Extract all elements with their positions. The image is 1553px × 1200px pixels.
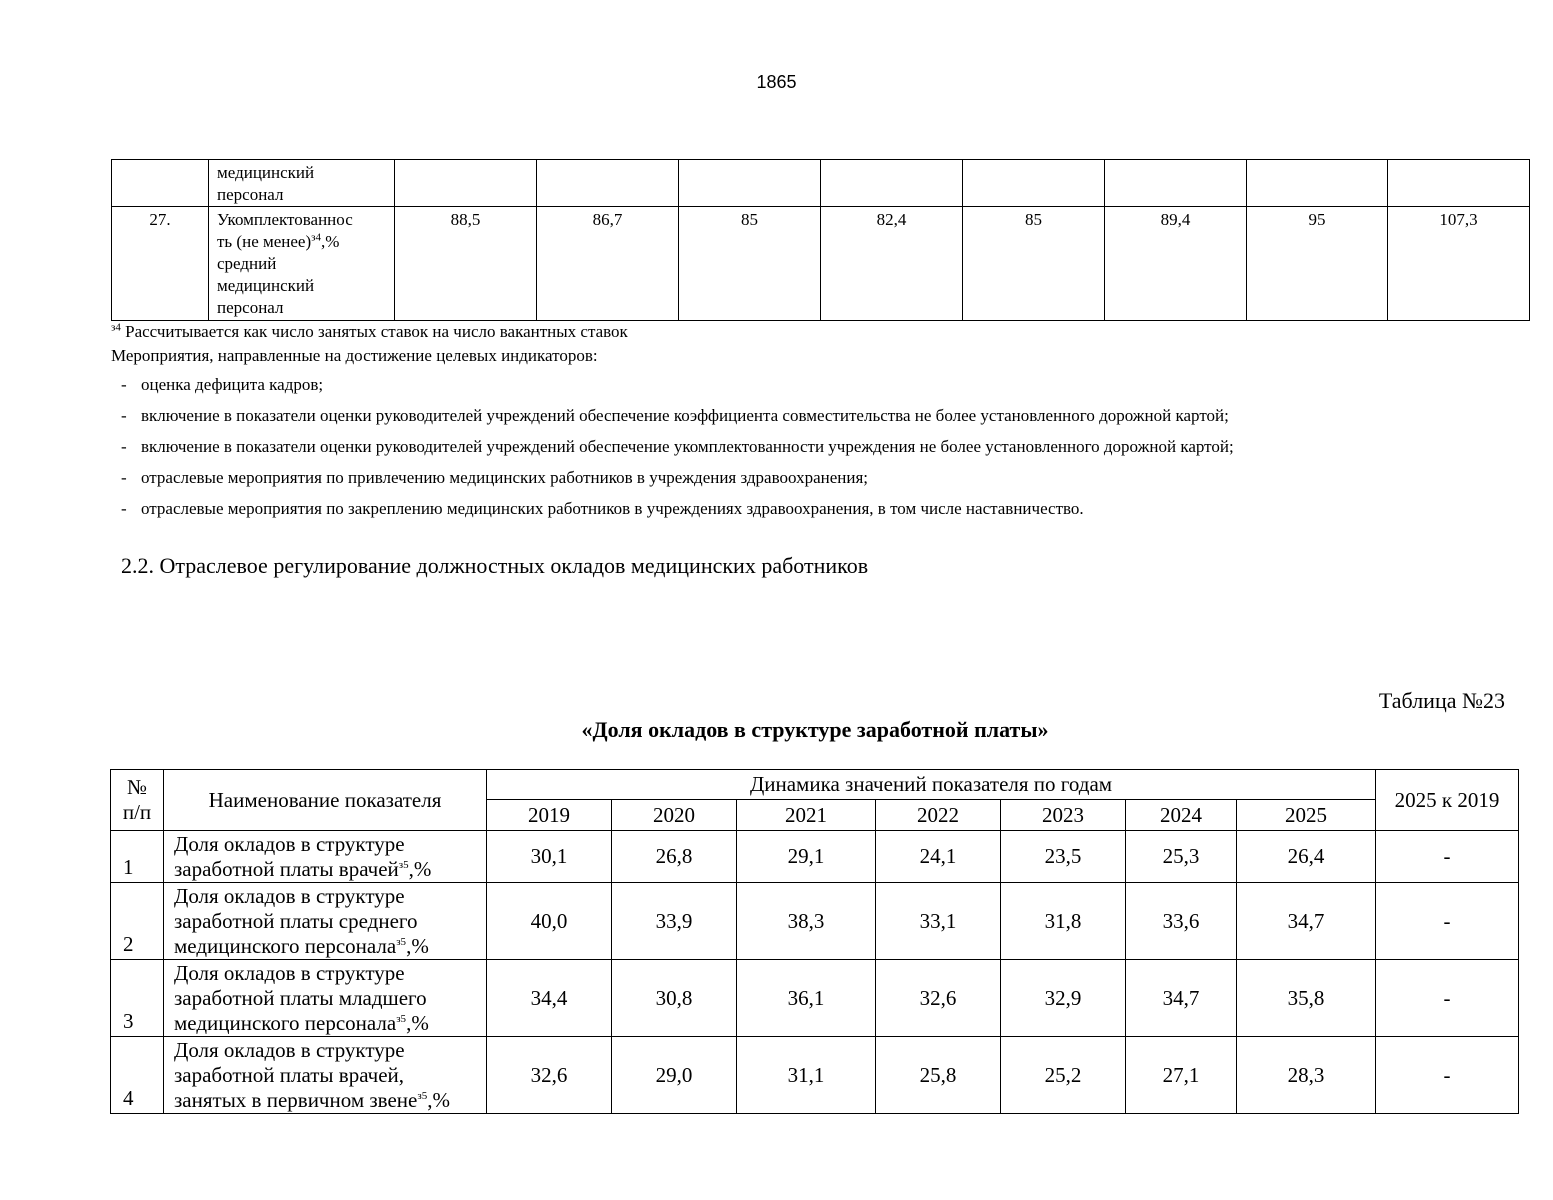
- indicator-name: [209, 160, 395, 207]
- footnote-reference: з5: [398, 859, 409, 871]
- value-cell: 38,3: [737, 883, 876, 960]
- value-cell: 25,2: [1001, 1037, 1126, 1114]
- value-cell: 34,7: [1126, 960, 1237, 1037]
- value-cell: 26,8: [612, 831, 737, 883]
- indicator-name-text: ть (не менее): [217, 232, 312, 251]
- footnote-reference: з4: [311, 231, 321, 244]
- ratio-cell: -: [1376, 960, 1519, 1037]
- indicator-name-text: заработной платы врачей: [174, 857, 399, 881]
- list-item: [121, 498, 1234, 529]
- indicator-name-line: [174, 1011, 482, 1036]
- indicator-name-line: персонал: [217, 298, 284, 317]
- list-item: [121, 374, 1234, 405]
- header-ratio: 2025 к 2019: [1376, 770, 1519, 831]
- row-number: 27.: [112, 207, 209, 321]
- value-cell: 32,6: [487, 1037, 612, 1114]
- value-cell: 28,3: [1237, 1037, 1376, 1114]
- value-cell: 29,1: [737, 831, 876, 883]
- list-dash: -: [121, 499, 127, 518]
- value-cell: 88,5: [395, 207, 537, 321]
- indicator-name: [164, 960, 487, 1037]
- indicator-name-line: средний: [217, 254, 277, 273]
- value-cell: 30,1: [487, 831, 612, 883]
- indicator-name-line: Доля окладов в структуре: [174, 884, 405, 908]
- value-cell: 25,8: [876, 1037, 1001, 1114]
- ratio-cell: -: [1376, 1037, 1519, 1114]
- value-cell: [1105, 160, 1247, 207]
- indicator-name-line: заработной платы врачей,: [174, 1063, 405, 1087]
- value-cell: 40,0: [487, 883, 612, 960]
- header-year: 2024: [1126, 800, 1237, 831]
- value-cell: 26,4: [1237, 831, 1376, 883]
- value-cell: 33,6: [1126, 883, 1237, 960]
- row-number: 4: [111, 1037, 164, 1114]
- value-cell: 82,4: [821, 207, 963, 321]
- value-cell: 25,3: [1126, 831, 1237, 883]
- value-cell: [679, 160, 821, 207]
- list-item-text: отраслевые мероприятия по закреплению медицинских работников в учреждениях здравоохранения, в том числе наставничество.: [141, 499, 1084, 518]
- indicator-name-line: Доля окладов в структуре: [174, 832, 405, 856]
- staffing-table-continuation: [111, 159, 1530, 321]
- list-dash: -: [121, 437, 127, 456]
- value-cell: 36,1: [737, 960, 876, 1037]
- value-cell: 33,9: [612, 883, 737, 960]
- indicator-name-line: персонал: [217, 185, 284, 204]
- value-cell: 29,0: [612, 1037, 737, 1114]
- section-heading: 2.2. Отраслевое регулирование должностных окладов медицинских работников: [121, 553, 869, 578]
- list-item: [121, 405, 1234, 436]
- header-year: 2020: [612, 800, 737, 831]
- value-cell: 34,4: [487, 960, 612, 1037]
- value-cell: 31,1: [737, 1037, 876, 1114]
- list-dash: -: [121, 375, 127, 394]
- footnote-reference: з5: [396, 936, 407, 948]
- list-item-text: оценка дефицита кадров;: [141, 375, 324, 394]
- list-dash: -: [121, 468, 127, 487]
- row-number: 1: [111, 831, 164, 883]
- table-row: [111, 960, 1519, 1037]
- value-cell: 85: [963, 207, 1105, 321]
- value-cell: 89,4: [1105, 207, 1247, 321]
- indicator-unit: ,%: [427, 1088, 450, 1112]
- value-cell: 31,8: [1001, 883, 1126, 960]
- table-title: «Доля окладов в структуре заработной платы»: [581, 717, 1049, 742]
- header-year: 2021: [737, 800, 876, 831]
- footnote-reference: з5: [396, 1013, 407, 1025]
- measures-intro: Мероприятия, направленные на достижение целевых индикаторов:: [111, 346, 598, 365]
- measures-list: [121, 374, 1234, 529]
- indicator-name-line: [174, 1088, 482, 1113]
- indicator-name: [164, 1037, 487, 1114]
- row-number: [112, 160, 209, 207]
- row-number: 3: [111, 960, 164, 1037]
- value-cell: 85: [679, 207, 821, 321]
- indicator-name-line: заработной платы младшего: [174, 986, 427, 1010]
- footnote: [111, 321, 628, 343]
- value-cell: 33,1: [876, 883, 1001, 960]
- value-cell: [395, 160, 537, 207]
- value-cell: 24,1: [876, 831, 1001, 883]
- value-cell: 27,1: [1126, 1037, 1237, 1114]
- indicator-name: [164, 883, 487, 960]
- ratio-cell: -: [1376, 883, 1519, 960]
- header-year: 2019: [487, 800, 612, 831]
- footnote-text: Рассчитывается как число занятых ставок на число вакантных ставок: [120, 322, 628, 341]
- table-row: [111, 831, 1519, 883]
- indicator-name-line: заработной платы среднего: [174, 909, 418, 933]
- value-cell: 34,7: [1237, 883, 1376, 960]
- indicator-unit: ,%: [406, 1011, 429, 1035]
- indicator-name-line: [174, 934, 482, 959]
- value-cell: 107,3: [1388, 207, 1530, 321]
- indicator-name-line: Доля окладов в структуре: [174, 1038, 405, 1062]
- header-indicator-name: Наименование показателя: [164, 770, 487, 831]
- table-row: [111, 883, 1519, 960]
- indicator-name: [209, 207, 395, 321]
- table-row: [112, 160, 1530, 207]
- footnote-reference: з5: [417, 1090, 428, 1102]
- value-cell: 86,7: [537, 207, 679, 321]
- value-cell: [1247, 160, 1388, 207]
- row-number: 2: [111, 883, 164, 960]
- indicator-unit: ,%: [406, 934, 429, 958]
- salary-share-table: [110, 769, 1519, 1114]
- indicator-name: [164, 831, 487, 883]
- header-year: 2022: [876, 800, 1001, 831]
- table-row: [111, 1037, 1519, 1114]
- header-dynamics: Динамика значений показателя по годам: [487, 770, 1376, 800]
- indicator-name-line: Доля окладов в структуре: [174, 961, 405, 985]
- list-item-text: включение в показатели оценки руководителей учреждений обеспечение коэффициента совместительства не более установленного дорожной картой;: [141, 406, 1229, 425]
- value-cell: 32,6: [876, 960, 1001, 1037]
- indicator-name-line: [217, 231, 388, 253]
- footnote-mark: з4: [111, 321, 121, 334]
- indicator-unit: ,%: [408, 857, 432, 881]
- table-row: [112, 207, 1530, 321]
- indicator-name-text: медицинского персонала: [174, 1011, 397, 1035]
- value-cell: 95: [1247, 207, 1388, 321]
- indicator-unit: ,%: [321, 232, 340, 251]
- table-header-row: [111, 770, 1519, 800]
- list-dash: -: [121, 406, 127, 425]
- list-item-text: отраслевые мероприятия по привлечению медицинских работников в учреждения здравоохранения;: [141, 468, 869, 487]
- header-number-line: п/п: [122, 800, 152, 824]
- value-cell: 35,8: [1237, 960, 1376, 1037]
- value-cell: 32,9: [1001, 960, 1126, 1037]
- list-item: [121, 467, 1234, 498]
- indicator-name-line: [174, 857, 482, 882]
- indicator-name-text: медицинского персонала: [174, 934, 397, 958]
- indicator-name-text: занятых в первичном звене: [174, 1088, 418, 1112]
- indicator-name-line: Укомплектованнос: [217, 210, 353, 229]
- value-cell: [537, 160, 679, 207]
- header-year: 2023: [1001, 800, 1126, 831]
- ratio-cell: -: [1376, 831, 1519, 883]
- indicator-name-line: медицинский: [217, 163, 315, 182]
- indicator-name-line: медицинский: [217, 276, 315, 295]
- header-number-line: №: [126, 775, 148, 799]
- value-cell: 23,5: [1001, 831, 1126, 883]
- list-item: [121, 436, 1234, 467]
- value-cell: [821, 160, 963, 207]
- value-cell: [1388, 160, 1530, 207]
- value-cell: [963, 160, 1105, 207]
- page-number: 1865: [756, 72, 797, 92]
- list-item-text: включение в показатели оценки руководителей учреждений обеспечение укомплектованности учреждения не более установленного дорожной картой;: [141, 437, 1234, 456]
- table-number-label: Таблица №23: [1378, 688, 1505, 713]
- value-cell: 30,8: [612, 960, 737, 1037]
- header-number: [111, 770, 164, 831]
- header-year: 2025: [1237, 800, 1376, 831]
